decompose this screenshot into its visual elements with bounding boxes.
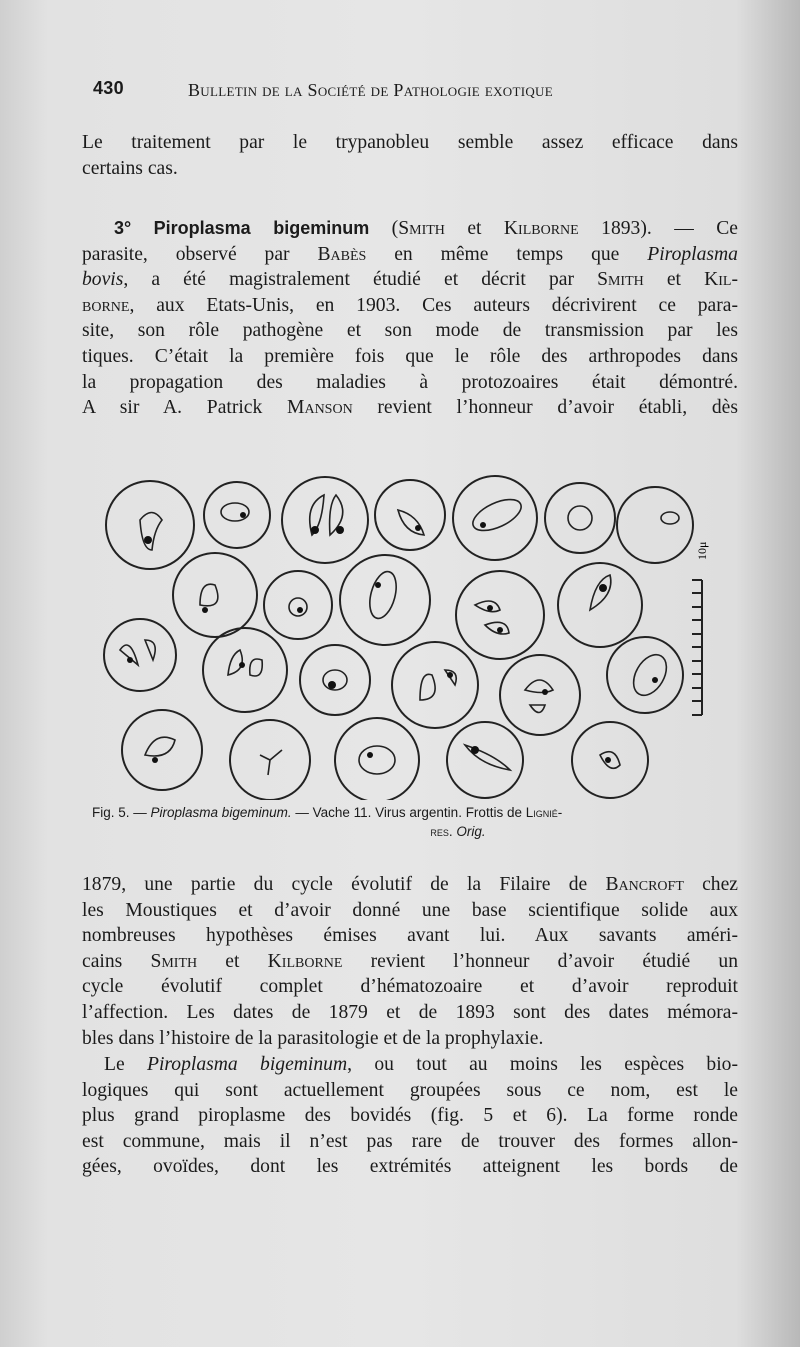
text-line: les Moustiques et d’avoir donné une base scientifique solide aux <box>82 899 738 921</box>
text-run: et <box>197 950 268 972</box>
author-name: Kilborne <box>503 218 579 239</box>
page-number: 430 <box>93 78 124 98</box>
text-line <box>82 872 738 898</box>
text-run: 1879, une partie du cycle évolutif de la Filaire de <box>82 874 606 895</box>
text-run: — <box>129 805 151 820</box>
text-run: — Vache 11. Virus argentin. Frottis de <box>291 805 526 820</box>
parasite-nuclei <box>127 512 658 763</box>
text-run: revient l’honneur d’avoir étudié un <box>342 950 738 972</box>
text-line <box>82 395 738 421</box>
figure-number: Fig. 5. <box>92 805 130 820</box>
text-line <box>82 1052 738 1078</box>
caption-line <box>92 803 764 822</box>
text-line: certains cas. <box>82 157 178 179</box>
author-name: Smith <box>398 218 445 239</box>
text-line: Le traitement par le trypanobleu semble assez efficace dans <box>82 132 738 153</box>
scale-label: 10μ <box>695 541 709 560</box>
author-name: Manson <box>287 397 353 419</box>
text-run: , a été magistralement étudié et décrit par <box>123 269 598 291</box>
caption-orig: Orig. <box>456 824 486 839</box>
text-line <box>82 267 738 293</box>
text-run: et <box>643 269 705 291</box>
paragraph-treatment <box>82 130 738 181</box>
author-name: Bancroft <box>605 874 684 895</box>
author-name: borne <box>82 294 130 316</box>
text-line: gées, ovoïdes, dont les extrémités atteignent les bords de <box>82 1156 738 1178</box>
paragraph-description <box>82 1052 738 1180</box>
text-run: et <box>444 218 504 239</box>
paragraph-history <box>82 872 738 1051</box>
journal-title: Bulletin de la Société de Pathologie exotique <box>188 80 553 100</box>
text-line: plus grand piroplasme des bovidés (fig. 5 et 6). La forme ronde <box>82 1105 738 1127</box>
text-run: , aux Etats-Unis, en 1903. Ces auteurs décrivirent ce para- <box>129 294 738 316</box>
author-name: res. <box>430 824 453 839</box>
section-heading: Piroplasma bigeminum <box>153 218 370 238</box>
text-run: parasite, observé par <box>82 243 318 265</box>
author-name: Smith <box>597 269 644 291</box>
text-line: nombreuses hypothèses émises avant lui. Aux savants améri- <box>82 925 738 947</box>
species-name: bovis <box>82 269 124 291</box>
text-run: revient l’honneur d’avoir établi, dès <box>352 397 738 419</box>
text-run: Le <box>104 1054 147 1075</box>
caption-line <box>92 822 764 841</box>
author-name: Smith <box>150 950 198 972</box>
author-name: Kil- <box>704 269 738 291</box>
author-name: Kilborne <box>267 950 343 972</box>
text-line: logiques qui sont actuellement groupées sous ce nom, est le <box>82 1079 738 1101</box>
scale-bar <box>692 580 702 715</box>
paragraph-section-3 <box>82 216 738 421</box>
text-line <box>82 949 738 975</box>
text-line: tiques. C’était la première fois que le rôle des arthropodes dans <box>82 345 738 367</box>
text-run: chez <box>683 874 738 895</box>
species-name: Piroplasma <box>647 243 738 265</box>
text-line: bles dans l’histoire de la parasitologie et de la prophylaxie. <box>82 1027 544 1049</box>
text-line: la propagation des maladies à protozoaires était démontré. <box>82 371 738 393</box>
text-line: cycle évolutif complet d’hématozoaire et d’avoir reproduit <box>82 976 738 998</box>
running-head <box>93 78 653 100</box>
text-run: ( <box>369 218 399 239</box>
text-run: cains <box>82 950 151 972</box>
red-blood-cells <box>104 476 693 800</box>
blood-cells-illustration <box>100 470 720 800</box>
species-name: Piroplasma bigeminum <box>147 1054 348 1075</box>
figure-piroplasma-drawing <box>100 470 720 800</box>
figure-caption <box>92 803 764 841</box>
text-line: site, son rôle pathogène et son mode de transmission par les <box>82 320 738 342</box>
text-run: en même temps que <box>366 243 648 265</box>
section-number: 3° <box>114 218 132 238</box>
species-name: Piroplasma bigeminum. <box>150 805 292 820</box>
parasites <box>120 493 679 775</box>
author-name: Lignié- <box>525 805 563 820</box>
text-run: A sir A. Patrick <box>82 397 288 419</box>
text-line <box>82 242 738 268</box>
text-run: 1893). — Ce <box>578 218 738 239</box>
text-line: est commune, mais il n’est pas rare de trouver des formes allon- <box>82 1130 738 1152</box>
text-line <box>82 216 738 242</box>
author-name: Babès <box>317 243 367 265</box>
text-line <box>82 293 738 319</box>
text-run: , ou tout au moins les espèces bio- <box>347 1054 738 1075</box>
text-line: l’affection. Les dates de 1879 et de 1893 sont des dates mémora- <box>82 1001 738 1023</box>
